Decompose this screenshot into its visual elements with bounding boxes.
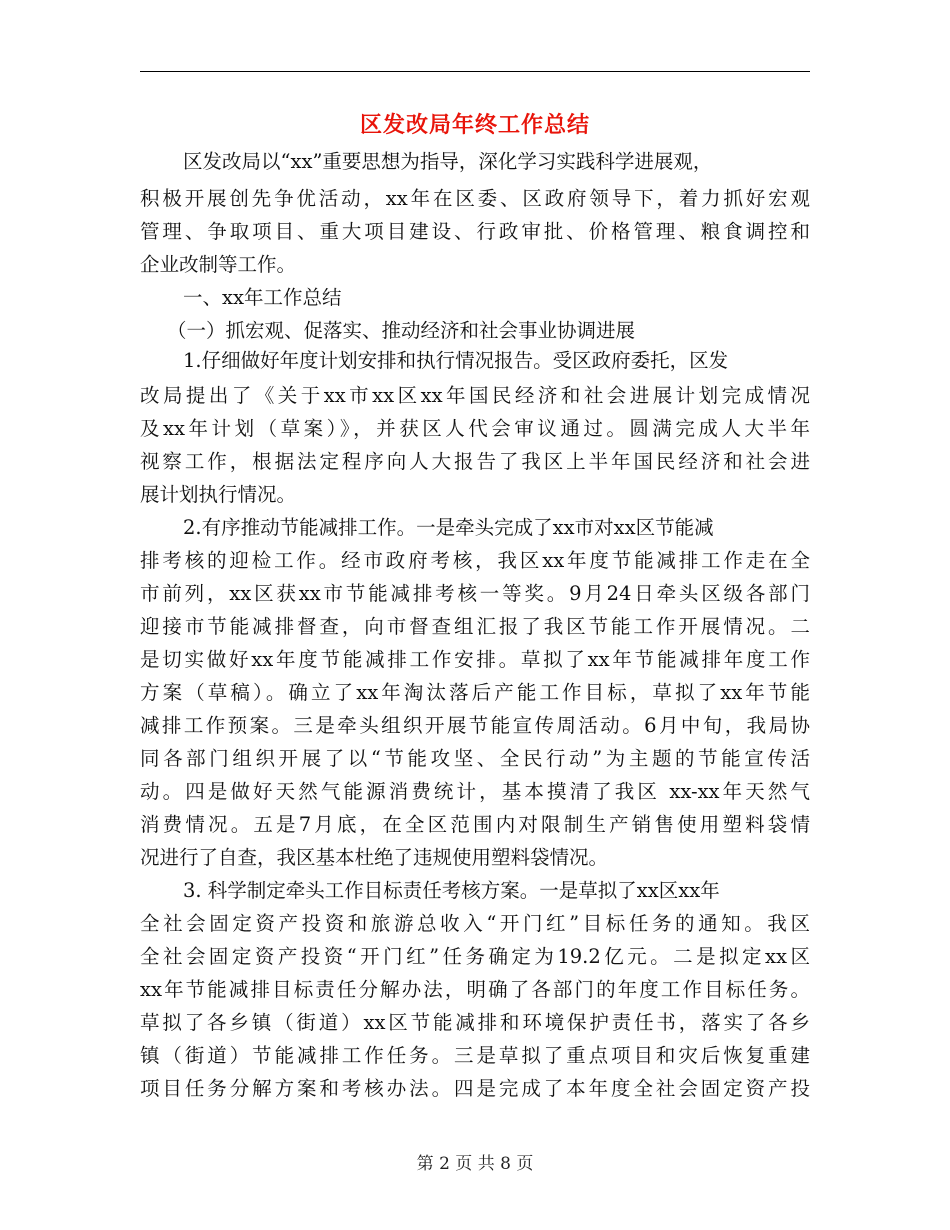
page-number-footer: 第 2 页 共 8 页 <box>416 1154 534 1174</box>
paragraph-line: 全社会固定资产投资“开门红”任务确定为19.2亿元。二是拟定xx区 <box>140 945 810 968</box>
paragraph-line: 展计划执行情况。 <box>140 483 297 506</box>
paragraph-line: 全社会固定资产投资和旅游总收入“开门红”目标任务的通知。我区 <box>140 912 810 935</box>
paragraph-line: 区发改局以“xx”重要思想为指导，深化学习实践科学进展观， <box>183 150 713 173</box>
paragraph-line: 排考核的迎检工作。经市政府考核，我区xx年度节能减排工作走在全 <box>140 549 810 572</box>
paragraph-line: 迎接市节能减排督查，向市督查组汇报了我区节能工作开展情况。二 <box>140 615 810 638</box>
paragraph-line: 同各部门组织开展了以“节能攻坚、全民行动”为主题的节能宣传活 <box>140 747 810 770</box>
paragraph-line: 2.有序推动节能减排工作。一是牵头完成了xx市对xx区节能减 <box>183 516 714 539</box>
paragraph-line: 镇（街道）节能减排工作任务。三是草拟了重点项目和灾后恢复重建 <box>140 1044 810 1067</box>
document-title: 区发改局年终工作总结 <box>359 112 590 138</box>
paragraph-line: 1.仔细做好年度计划安排和执行情况报告。受区政府委托，区发 <box>183 349 729 372</box>
header-rule <box>140 71 810 72</box>
paragraph-line: 3. 科学制定牵头工作目标责任考核方案。一是草拟了xx区xx年 <box>183 879 720 902</box>
paragraph-line: 企业改制等工作。 <box>140 253 297 276</box>
paragraph-line: 视察工作，根据法定程序向人大报告了我区上半年国民经济和社会进 <box>140 450 810 473</box>
subsection-heading: （一）抓宏观、促落实、推动经济和社会事业协调进展 <box>167 319 636 342</box>
paragraph-line: 动。四是做好天然气能源消费统计，基本摸清了我区 xx-xx年天然气 <box>140 780 810 803</box>
paragraph-line: 况进行了自查，我区基本杜绝了违规使用塑料袋情况。 <box>140 846 609 869</box>
paragraph-line: 改局提出了《关于xx市xx区xx年国民经济和社会进展计划完成情况 <box>140 384 810 407</box>
section-heading: 一、xx年工作总结 <box>183 286 342 309</box>
paragraph-line: xx年节能减排目标责任分解办法，明确了各部门的年度工作目标任务。 <box>140 978 810 1001</box>
paragraph-line: 方案（草稿）。确立了xx年淘汰落后产能工作目标，草拟了xx年节能 <box>140 681 810 704</box>
paragraph-line: 消费情况。五是7月底，在全区范围内对限制生产销售使用塑料袋情 <box>140 813 810 836</box>
paragraph-line: 管理、争取项目、重大项目建设、行政审批、价格管理、粮食调控和 <box>140 220 810 243</box>
paragraph-line: 市前列，xx区获xx市节能减排考核一等奖。9月24日牵头区级各部门 <box>140 582 810 605</box>
paragraph-line: 积极开展创先争优活动，xx年在区委、区政府领导下，着力抓好宏观 <box>140 187 810 210</box>
paragraph-line: 项目任务分解方案和考核办法。四是完成了本年度全社会固定资产投 <box>140 1077 810 1100</box>
paragraph-line: 及xx年计划（草案）》，并获区人代会审议通过。圆满完成人大半年 <box>140 417 810 440</box>
paragraph-line: 减排工作预案。三是牵头组织开展节能宣传周活动。6月中旬，我局协 <box>140 714 810 737</box>
paragraph-line: 是切实做好xx年度节能减排工作安排。草拟了xx年节能减排年度工作 <box>140 648 810 671</box>
paragraph-line: 草拟了各乡镇（街道）xx区节能减排和环境保护责任书，落实了各乡 <box>140 1011 810 1034</box>
